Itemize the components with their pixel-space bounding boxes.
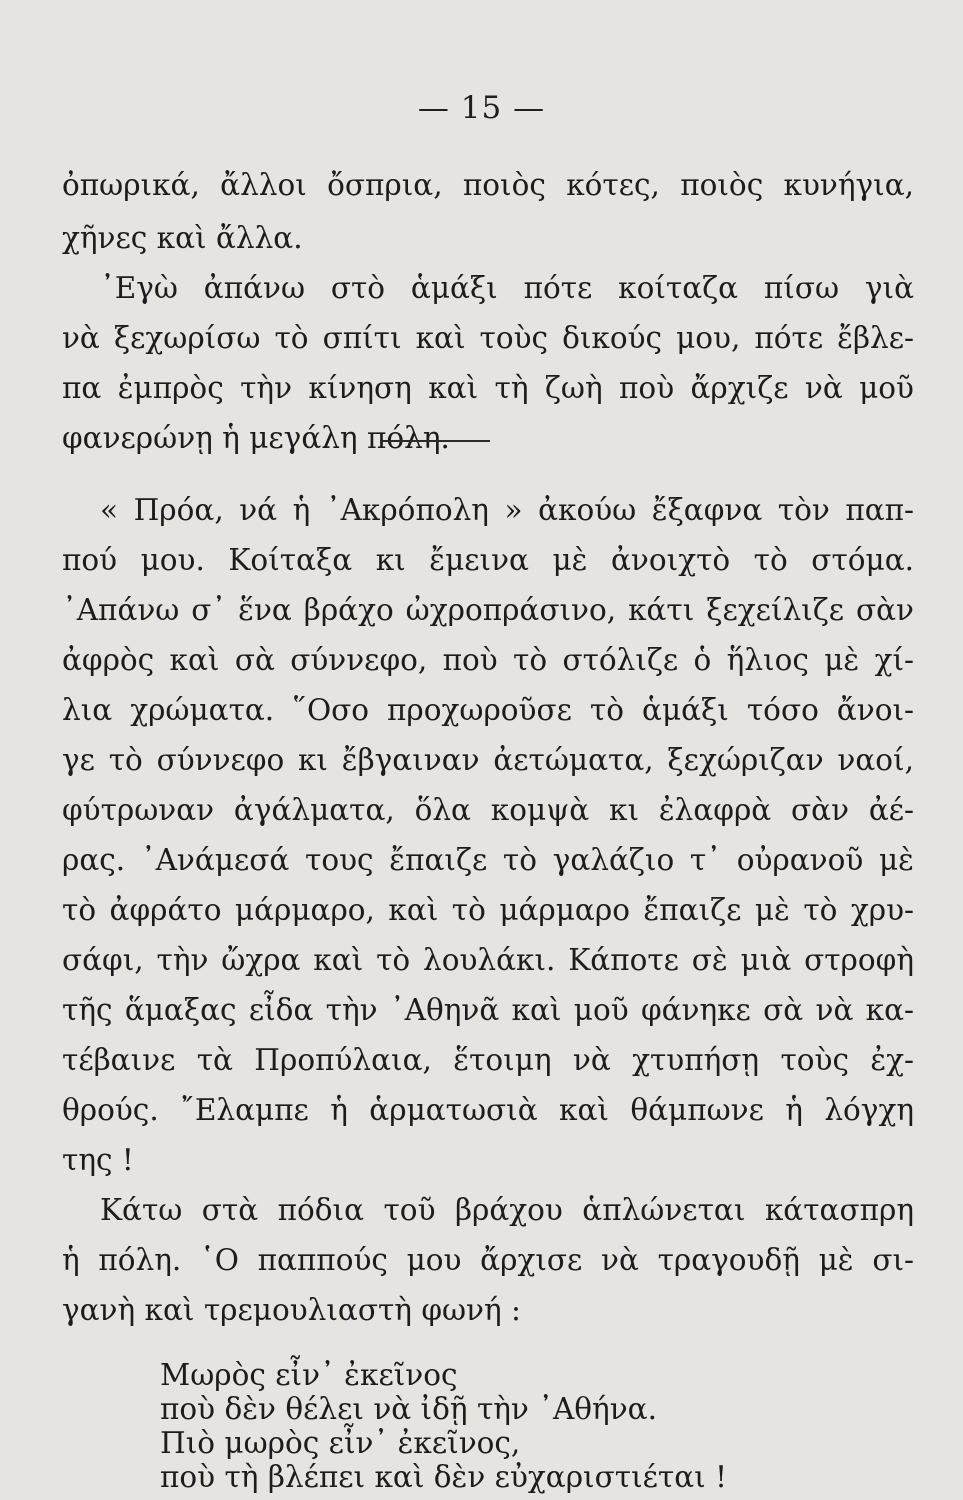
verse-line: Πιὸ μωρὸς εἶν᾿ ἐκεῖνος, bbox=[160, 1426, 521, 1460]
text-line: θρούς. ῎Ελαμπε ἡ ἁρματωσιὰ καὶ θάμπωνε ἡ λόγχη bbox=[62, 1093, 914, 1127]
section-divider bbox=[380, 440, 490, 442]
text-line: της ! bbox=[62, 1143, 134, 1177]
text-line: Κάτω στὰ πόδια τοῦ βράχου ἁπλώνεται κάτασπρη bbox=[100, 1193, 914, 1227]
text-line: τῆς ἅμαξας εἶδα τὴν ᾿Αθηνᾶ καὶ μοῦ φάνηκε σὰ νὰ κα- bbox=[62, 993, 914, 1027]
text-line: πού μου. Κοίταξα κι ἔμεινα μὲ ἀνοιχτὸ τὸ στόμα. bbox=[62, 543, 914, 577]
text-line: ἀφρὸς καὶ σὰ σύννεφο, ποὺ τὸ στόλιζε ὁ ἥλιος μὲ χί- bbox=[62, 643, 914, 677]
text-line: ᾿Απάνω σ᾿ ἕνα βράχο ὠχροπράσινο, κάτι ξεχείλιζε σὰν bbox=[62, 593, 914, 627]
text-line: λια χρώματα. ῞Οσο προχωροῦσε τὸ ἁμάξι τόσο ἄνοι- bbox=[62, 693, 914, 727]
text-line: ᾿Εγὼ ἀπάνω στὸ ἁμάξι πότε κοίταζα πίσω γιὰ bbox=[100, 271, 914, 305]
text-line: φανερώνῃ ἡ μεγάλη πόλη. bbox=[62, 421, 450, 455]
text-line: τέβαινε τὰ Προπύλαια, ἕτοιμη νὰ χτυπήσῃ τοὺς ἐχ- bbox=[62, 1043, 914, 1077]
text-line: γανὴ καὶ τρεμουλιαστὴ φωνή : bbox=[62, 1293, 521, 1327]
text-line: πα ἐμπρὸς τὴν κίνηση καὶ τὴ ζωὴ ποὺ ἄρχιζε νὰ μοῦ bbox=[62, 371, 914, 405]
text-line: χῆνες καὶ ἄλλα. bbox=[62, 221, 303, 255]
text-line: ἡ πόλη. ῾Ο παππούς μου ἄρχισε νὰ τραγουδῇ μὲ σι- bbox=[62, 1243, 914, 1277]
text-line: ρας. ᾿Ανάμεσά τους ἔπαιζε τὸ γαλάζιο τ᾿ οὐρανοῦ μὲ bbox=[62, 843, 914, 877]
text-line: φύτρωναν ἀγάλματα, ὅλα κομψὰ κι ἐλαφρὰ σὰν ἀέ- bbox=[62, 793, 914, 827]
text-line: σάφι, τὴν ὤχρα καὶ τὸ λουλάκι. Κάποτε σὲ μιὰ στροφὴ bbox=[62, 943, 914, 977]
verse-line: ποὺ δὲν θέλει νὰ ἰδῇ τὴν ᾿Αθήνα. bbox=[160, 1392, 657, 1426]
text-line: νὰ ξεχωρίσω τὸ σπίτι καὶ τοὺς δικούς μου, πότε ἔβλε- bbox=[62, 321, 914, 355]
text-line: γε τὸ σύννεφο κι ἔβγαιναν ἀετώματα, ξεχώριζαν ναοί, bbox=[62, 743, 914, 777]
verse-line: Μωρὸς εἶν᾿ ἐκεῖνος bbox=[160, 1358, 458, 1392]
page-number: — 15 — bbox=[417, 90, 546, 126]
text-line: « Πρόα, νά ἡ ᾿Ακρόπολη » ἀκούω ἔξαφνα τὸν παπ- bbox=[100, 493, 914, 527]
text-line: τὸ ἀφράτο μάρμαρο, καὶ τὸ μάρμαρο ἔπαιζε μὲ τὸ χρυ- bbox=[62, 893, 914, 927]
verse-line: ποὺ τὴ βλέπει καὶ δὲν εὐχαριστιέται ! bbox=[160, 1460, 727, 1494]
text-line: ὀπωρικά, ἄλλοι ὄσπρια, ποιὸς κότες, ποιὸς κυνήγια, bbox=[62, 168, 914, 202]
